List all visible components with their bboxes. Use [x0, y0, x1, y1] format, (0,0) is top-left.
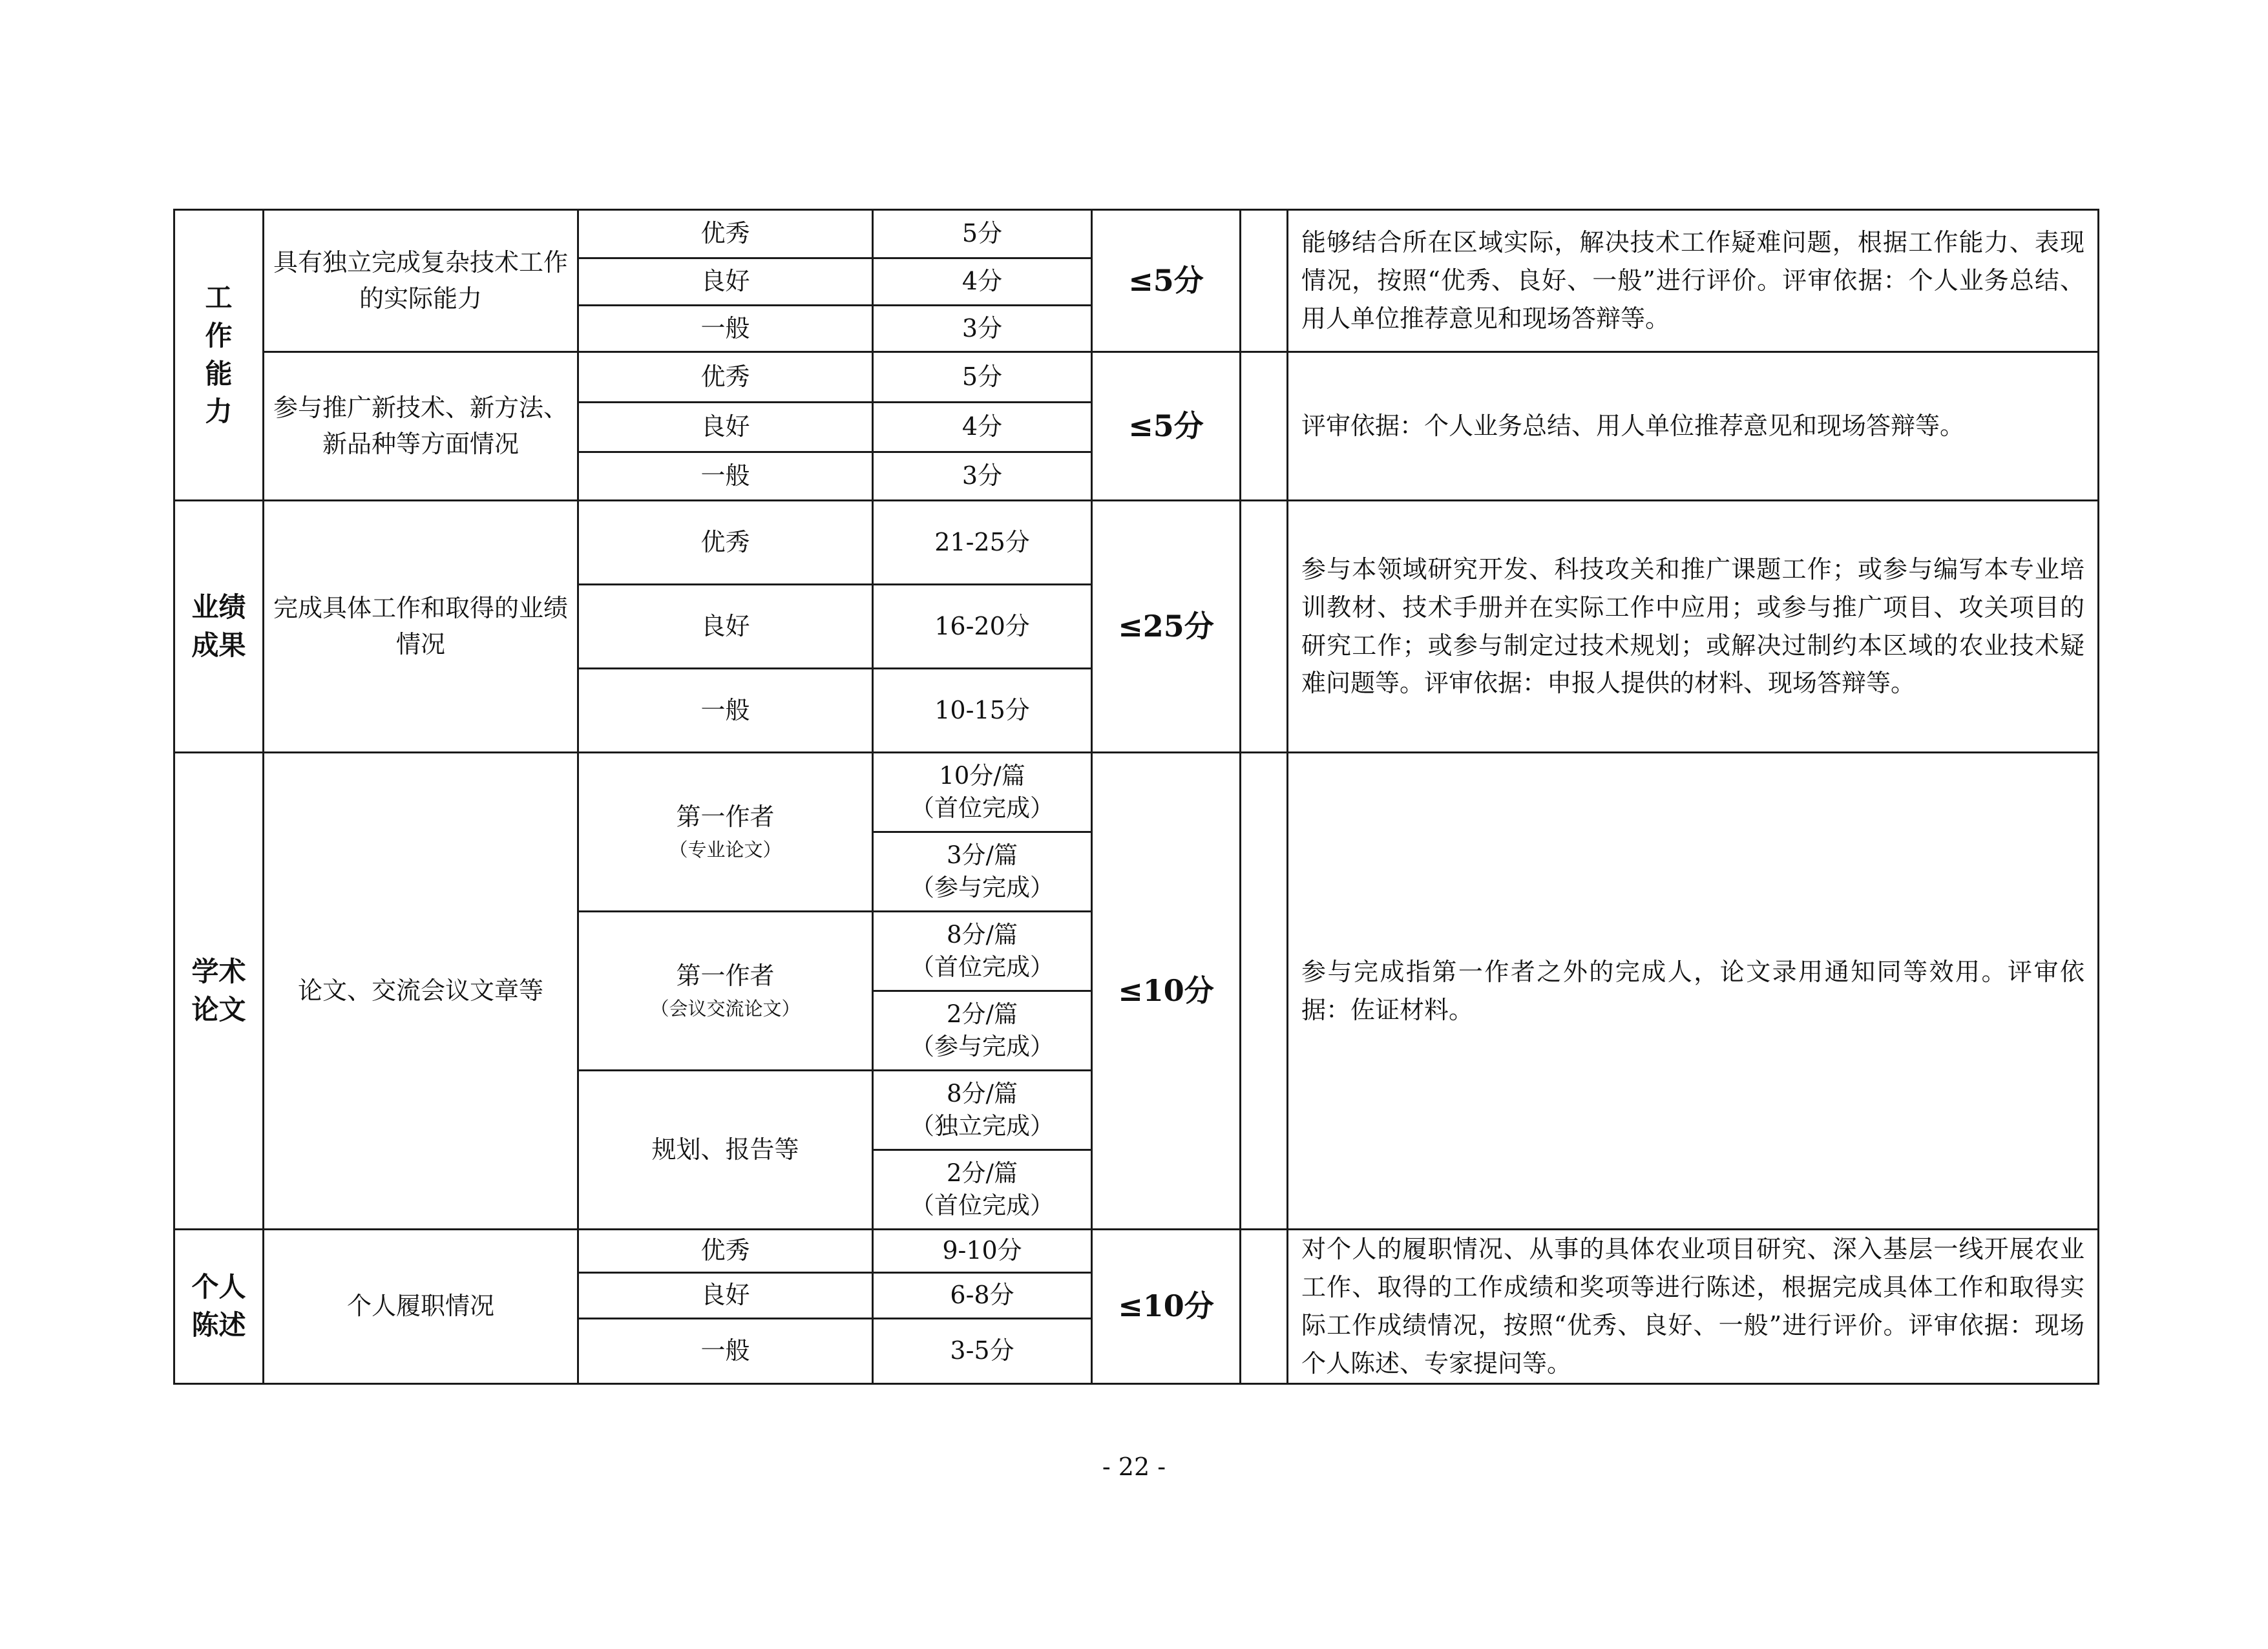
score-condition: （参与完成）	[910, 1033, 1054, 1060]
max-score-cell: ≤10分	[1092, 1230, 1241, 1384]
criteria-note: 参与完成指第一作者之外的完成人，论文录用通知同等效用。评审依据：佐证材料。	[1288, 753, 2099, 1230]
score-cell	[873, 1071, 1092, 1150]
grade-cell: 一般	[578, 1319, 873, 1383]
author-role: 第一作者	[676, 802, 775, 831]
score-value: 8分/篇	[946, 1080, 1018, 1108]
criteria-note: 参与本领域研究开发、科技攻关和推广课题工作；或参与编写本专业培训教材、技术手册并在实际工作中应用；或参与推广项目、攻关项目的研究工作；或参与制定过技术规划；或解决过制约本区域的农业技术疑难问题等。评审依据：申报人提供的材料、现场答辩等。	[1288, 501, 2099, 753]
scoring-table	[173, 209, 2099, 1385]
score-condition: （首位完成）	[910, 794, 1054, 822]
score-cell	[873, 912, 1092, 991]
criterion-cell: 论文、交流会议文章等	[264, 753, 578, 1230]
blank-cell	[1241, 1230, 1288, 1384]
category-papers: 学术论文	[174, 753, 264, 1230]
criteria-note: 评审依据：个人业务总结、用人单位推荐意见和现场答辩等。	[1288, 352, 2099, 501]
table-row	[174, 352, 2099, 403]
criterion-cell: 个人履职情况	[264, 1230, 578, 1384]
score-cell: 21-25分	[873, 501, 1092, 585]
grade-cell: 优秀	[578, 352, 873, 403]
criteria-note: 对个人的履职情况、从事的具体农业项目研究、深入基层一线开展农业工作、取得的工作成绩和奖项等进行陈述，根据完成具体工作和取得实际工作成绩情况，按照“优秀、良好、一般”进行评价。评审依据：现场个人陈述、专家提问等。	[1288, 1230, 2099, 1384]
criterion-cell: 完成具体工作和取得的业绩情况	[264, 501, 578, 753]
blank-cell	[1241, 352, 1288, 501]
table-row	[174, 1230, 2099, 1273]
max-score-cell: ≤5分	[1092, 352, 1241, 501]
score-cell: 10-15分	[873, 669, 1092, 753]
max-score-cell: ≤5分	[1092, 210, 1241, 352]
score-condition: （首位完成）	[910, 1192, 1054, 1219]
score-cell: 16-20分	[873, 585, 1092, 669]
score-cell	[873, 832, 1092, 912]
score-cell: 3分	[873, 452, 1092, 501]
grade-cell: 优秀	[578, 1230, 873, 1273]
author-role: 规划、报告等	[651, 1135, 799, 1164]
grade-cell: 良好	[578, 1272, 873, 1318]
author-role-cell	[578, 753, 873, 912]
table-row	[174, 210, 2099, 258]
grade-cell: 良好	[578, 585, 873, 669]
category-achievements: 业绩成果	[174, 501, 264, 753]
grade-cell: 一般	[578, 452, 873, 501]
score-value: 8分/篇	[946, 921, 1018, 949]
grade-cell: 优秀	[578, 501, 873, 585]
score-cell: 9-10分	[873, 1230, 1092, 1273]
score-cell	[873, 753, 1092, 832]
score-cell	[873, 991, 1092, 1071]
score-cell: 5分	[873, 352, 1092, 403]
score-cell: 3-5分	[873, 1319, 1092, 1383]
grade-cell: 良好	[578, 403, 873, 452]
blank-cell	[1241, 753, 1288, 1230]
table-row	[174, 501, 2099, 585]
blank-cell	[1241, 501, 1288, 753]
author-role-cell	[578, 912, 873, 1071]
score-cell: 6-8分	[873, 1272, 1092, 1318]
author-role: 第一作者	[676, 961, 775, 990]
author-role-sub: （专业论文）	[669, 838, 782, 861]
score-value: 2分/篇	[946, 1000, 1018, 1029]
score-value: 3分/篇	[946, 841, 1018, 870]
page-number: - 22 -	[1102, 1453, 1166, 1481]
score-cell	[873, 1150, 1092, 1230]
max-score-cell: ≤25分	[1092, 501, 1241, 753]
score-cell: 4分	[873, 258, 1092, 306]
score-value: 10分/篇	[939, 762, 1025, 790]
author-role-cell	[578, 1071, 873, 1230]
score-value: 2分/篇	[946, 1159, 1018, 1188]
criterion-cell: 参与推广新技术、新方法、新品种等方面情况	[264, 352, 578, 501]
criteria-note: 能够结合所在区域实际，解决技术工作疑难问题，根据工作能力、表现情况，按照“优秀、良好、一般”进行评价。评审依据：个人业务总结、用人单位推荐意见和现场答辩等。	[1288, 210, 2099, 352]
score-cell: 5分	[873, 210, 1092, 258]
table-row	[174, 753, 2099, 832]
grade-cell: 一般	[578, 669, 873, 753]
max-score-cell: ≤10分	[1092, 753, 1241, 1230]
grade-cell: 优秀	[578, 210, 873, 258]
category-statement: 个人陈述	[174, 1230, 264, 1384]
criterion-cell: 具有独立完成复杂技术工作的实际能力	[264, 210, 578, 352]
grade-cell: 一般	[578, 306, 873, 352]
score-condition: （独立完成）	[910, 1112, 1054, 1140]
category-work-ability: 工 作 能 力	[174, 210, 264, 501]
score-cell: 3分	[873, 306, 1092, 352]
author-role-sub: （会议交流论文）	[650, 997, 801, 1020]
score-condition: （参与完成）	[910, 874, 1054, 901]
blank-cell	[1241, 210, 1288, 352]
score-condition: （首位完成）	[910, 953, 1054, 981]
grade-cell: 良好	[578, 258, 873, 306]
score-cell: 4分	[873, 403, 1092, 452]
